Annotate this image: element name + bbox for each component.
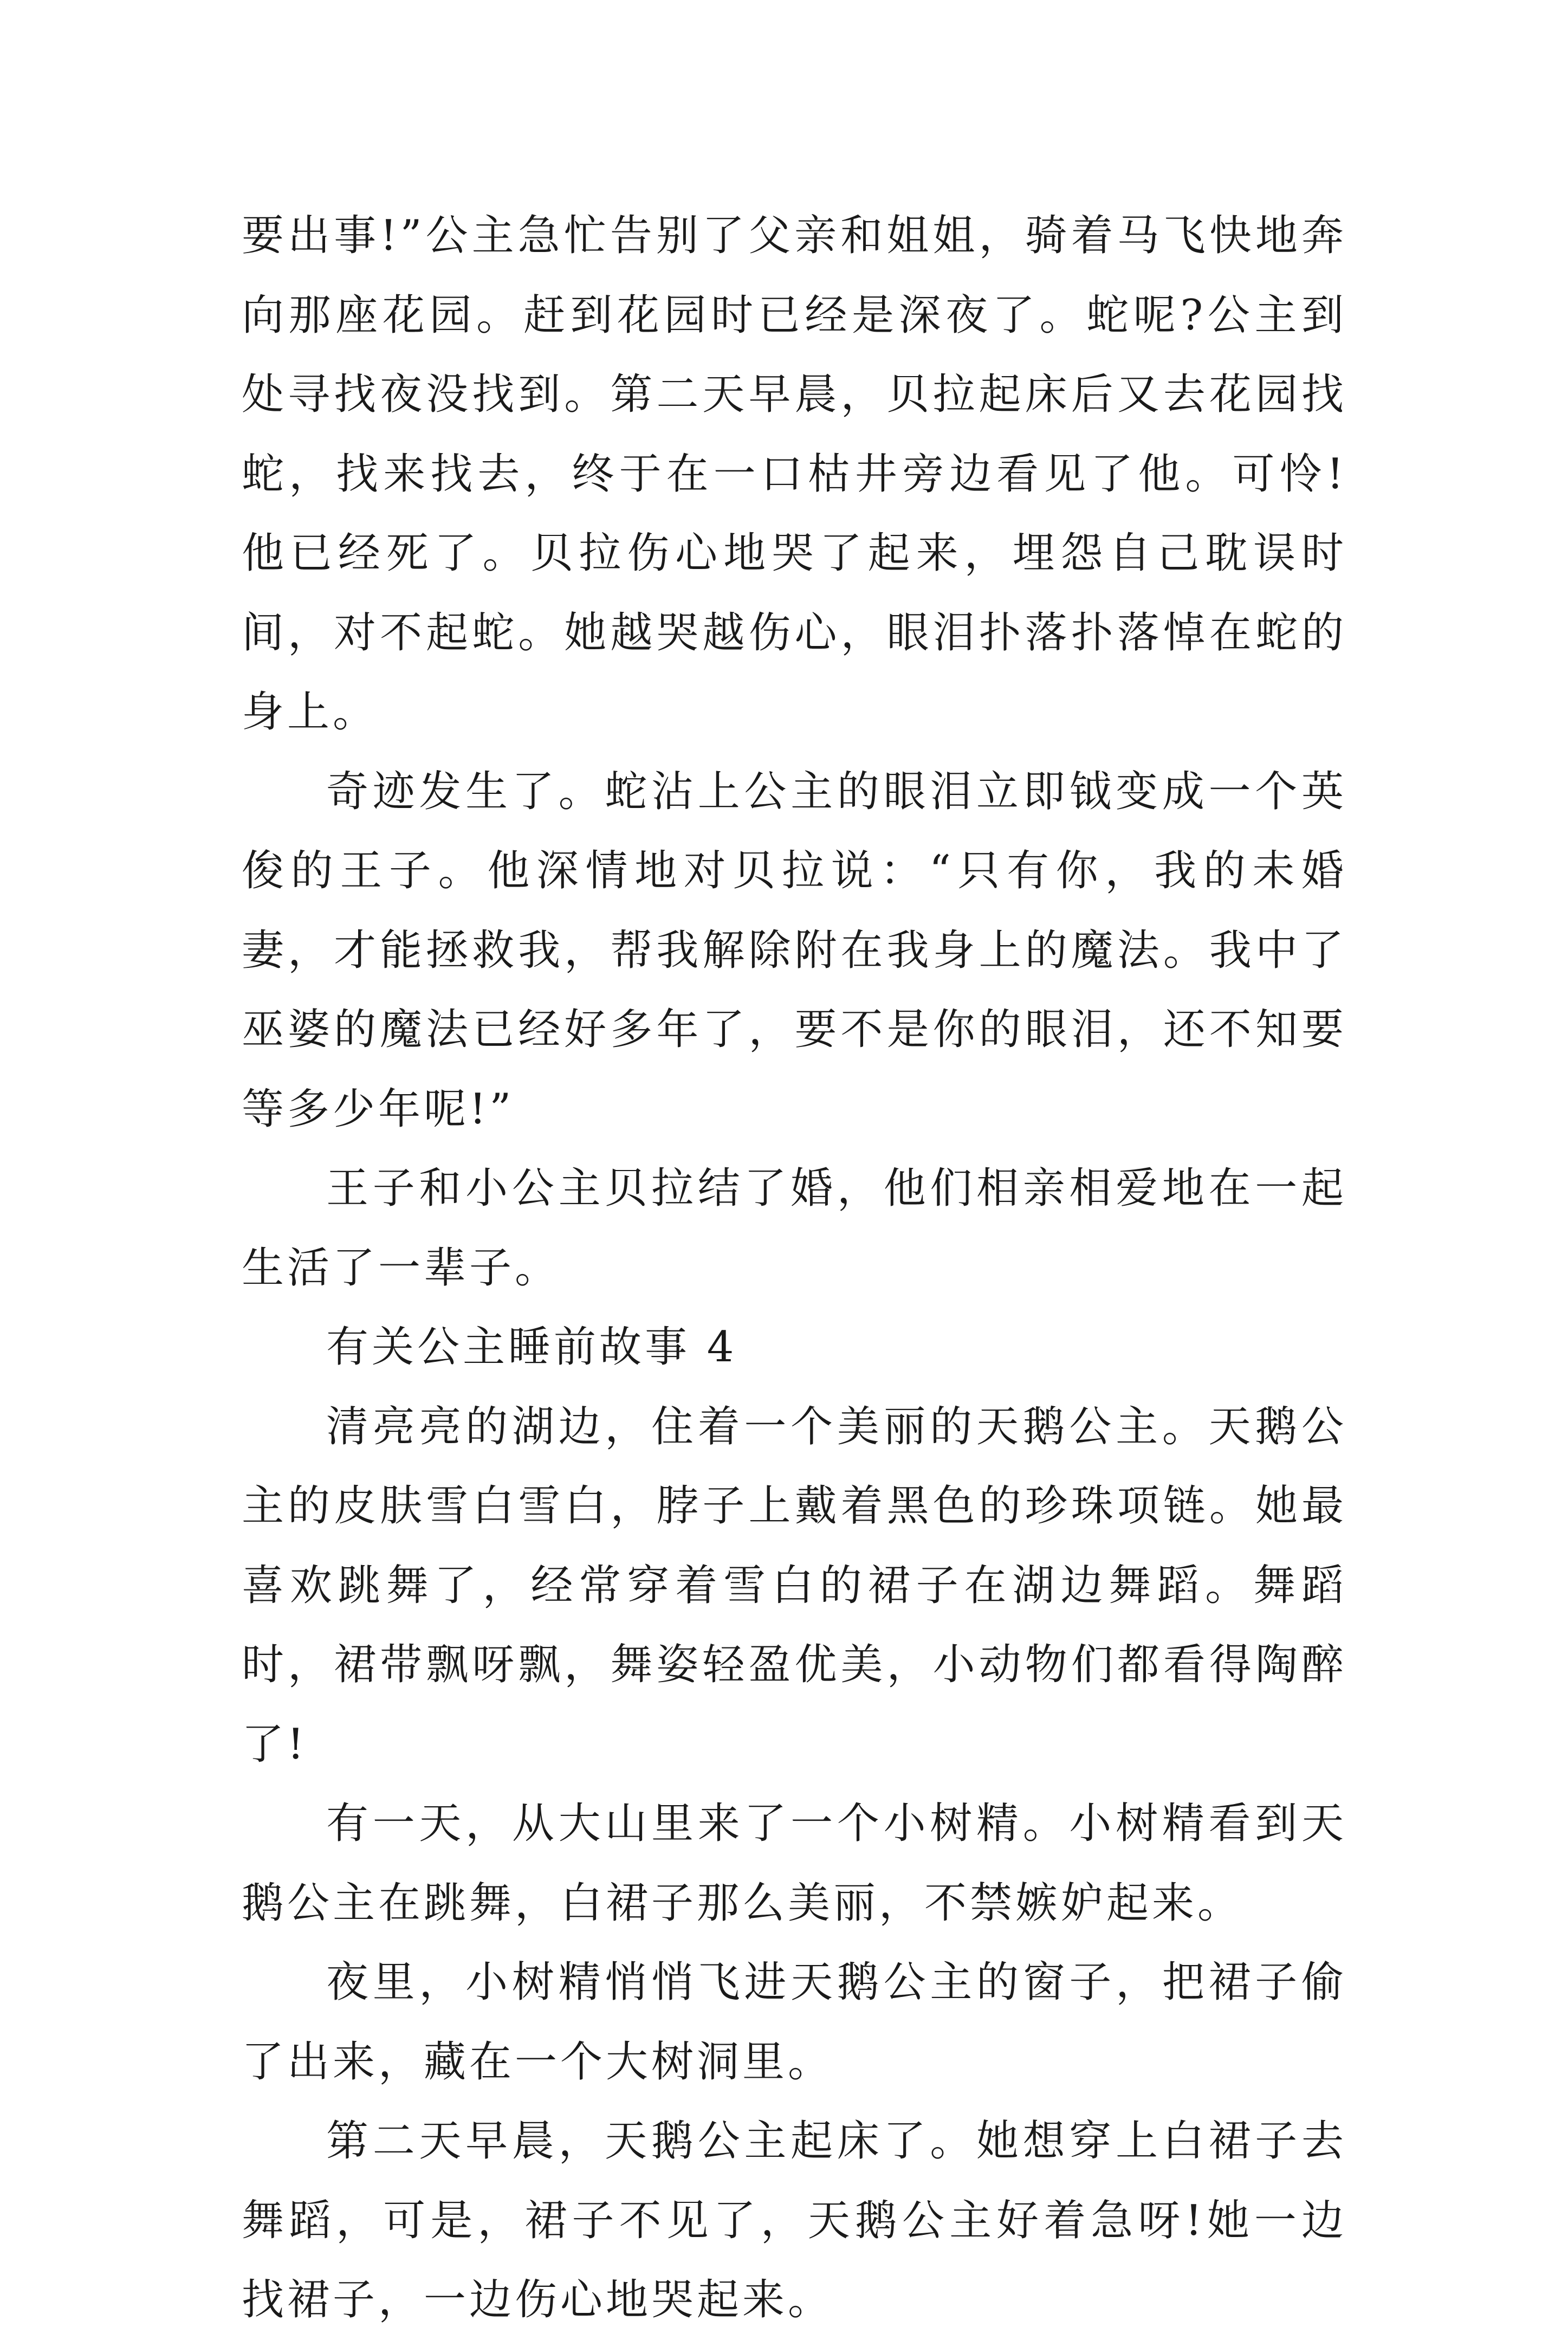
paragraph-marriage: 王子和小公主贝拉结了婚，他们相亲相爱地在一起生活了一辈子。 <box>242 1164 1347 1292</box>
paragraph-continuation: 要出事!”公主急忙告别了父亲和姐姐，骑着马飞快地奔向那座花园。赶到花园时已经是深夜了。蛇呢?公主到处寻找夜没找到。第二天早晨，贝拉起床后又去花园找蛇，找来找去，终于在一口枯井旁边看见了他。可怜!他已经死了。贝拉伤心地哭了起来，埋怨自己耽误时间，对不起蛇。她越哭越伤心，眼泪扑落扑落悼在蛇的身上。 <box>242 211 1347 736</box>
paragraph-next-morning: 第二天早晨，天鹅公主起床了。她想穿上白裙子去舞蹈，可是，裙子不见了，天鹅公主好着急呀!她一边找裙子，一边伤心地哭起来。 <box>242 2117 1347 2324</box>
paragraph-swan-princess: 清亮亮的湖边，住着一个美丽的天鹅公主。天鹅公主的皮肤雪白雪白，脖子上戴着黑色的珍珠项链。她最喜欢跳舞了，经常穿着雪白的裙子在湖边舞蹈。舞蹈时，裙带飘呀飘，舞姿轻盈优美，小动物们都看得陶醉了! <box>242 1402 1347 1769</box>
paragraph-tree-spirit: 有一天，从大山里来了一个小树精。小树精看到天鹅公主在跳舞，白裙子那么美丽，不禁嫉妒起来。 <box>242 1799 1347 1928</box>
paragraph-miracle: 奇迹发生了。蛇沾上公主的眼泪立即钺变成一个英俊的王子。他深情地对贝拉说：“只有你，我的未婚妻，才能拯救我，帮我解除附在我身上的魔法。我中了巫婆的魔法已经好多年了，要不是你的眼泪，还不知要等多少年呢!” <box>242 767 1347 1134</box>
document-body <box>242 196 1347 2340</box>
section-heading: 有关公主睡前故事 4 <box>326 1323 737 1372</box>
paragraph-night-theft: 夜里，小树精悄悄飞进天鹅公主的窗子，把裙子偷了出来，藏在一个大树洞里。 <box>242 1958 1347 2086</box>
